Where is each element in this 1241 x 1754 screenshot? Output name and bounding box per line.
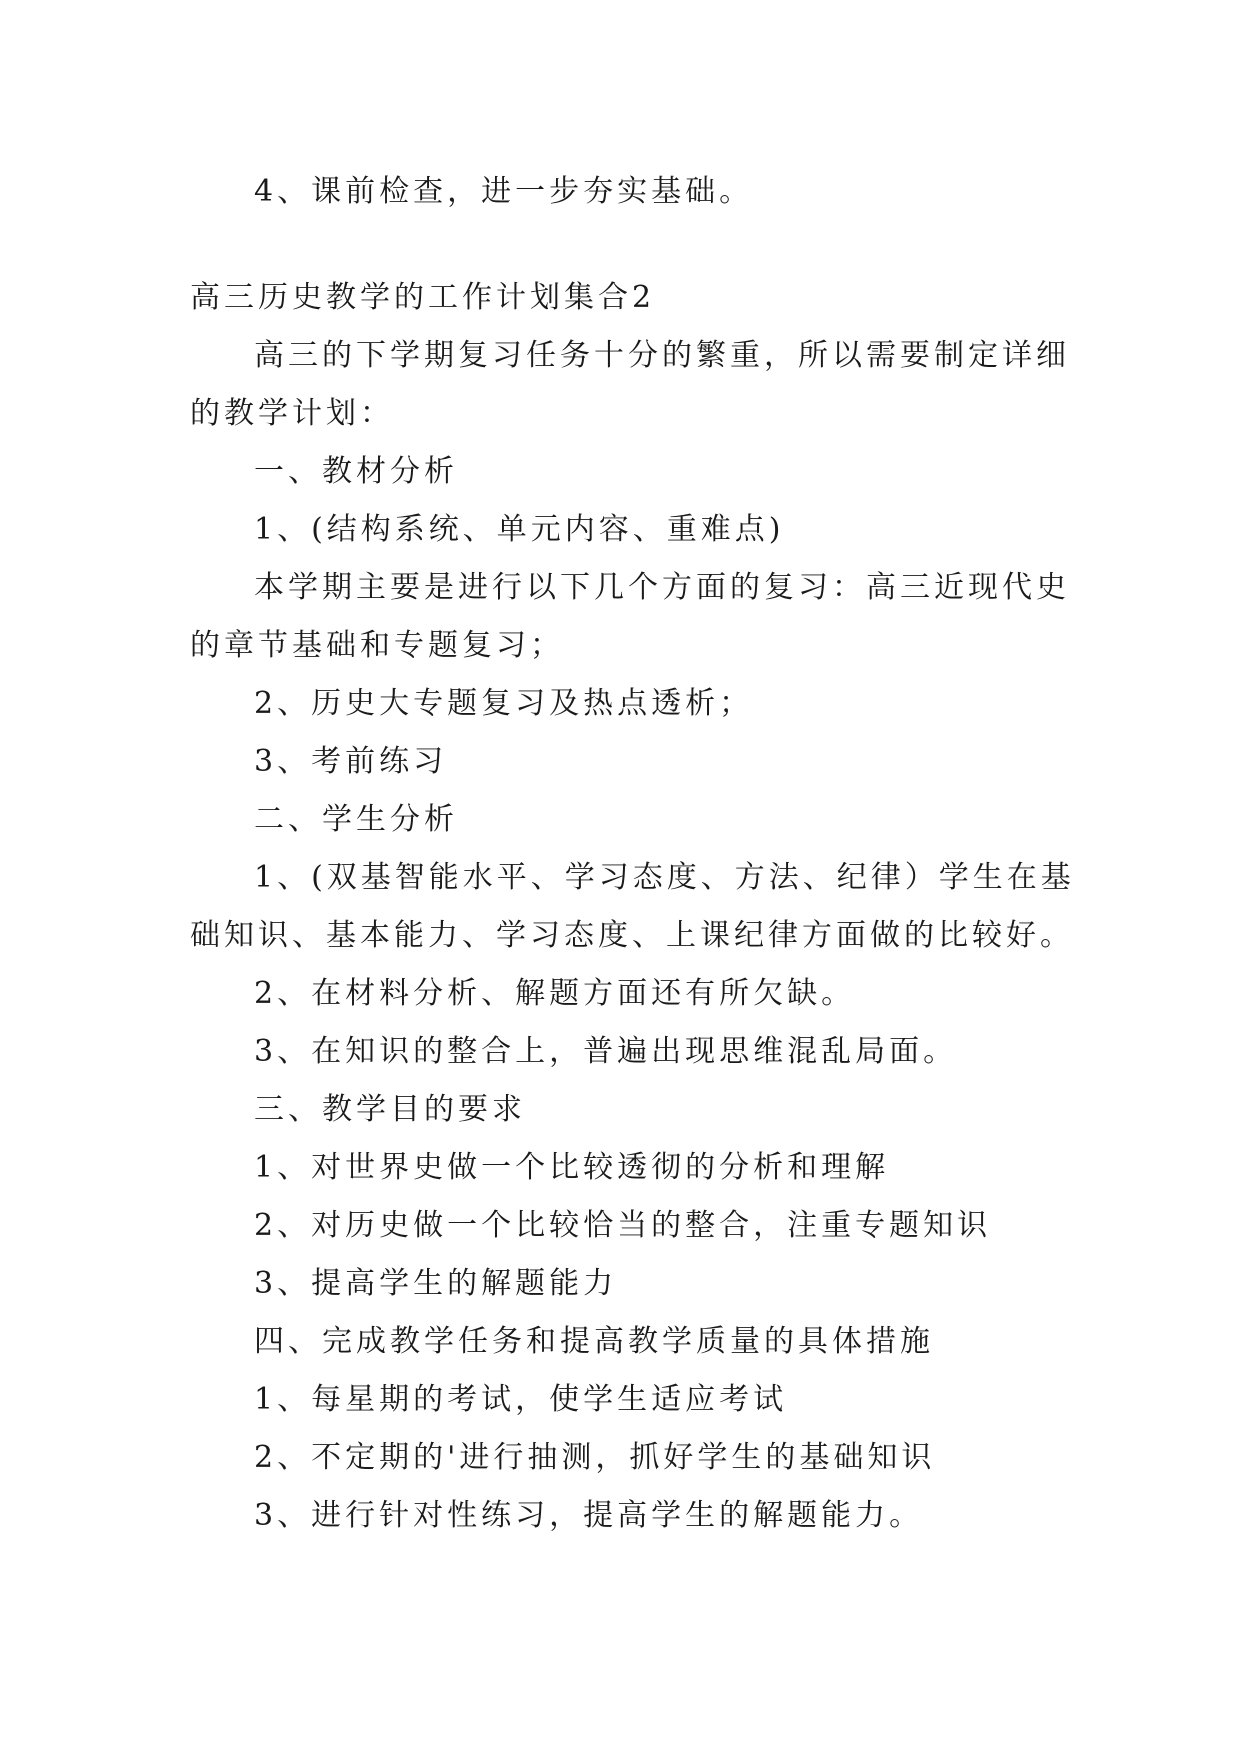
list-item-prev: 4、课前检查，进一步夯实基础。: [254, 174, 754, 209]
heading-textbook-analysis: 一、教材分析: [254, 454, 458, 489]
list-item-line-2: 础知识、基本能力、学习态度、上课纪律方面做的比较好。: [190, 918, 1074, 953]
list-item: 3、提高学生的解题能力: [254, 1266, 618, 1301]
paragraph-line-1: 本学期主要是进行以下几个方面的复习：高三近现代史: [254, 570, 1070, 605]
list-item: 1、对世界史做一个比较透彻的分析和理解: [254, 1150, 890, 1185]
list-item: 3、在知识的整合上，普遍出现思维混乱局面。: [254, 1034, 958, 1069]
list-item: 3、考前练习: [254, 744, 448, 779]
list-item: 2、不定期的'进行抽测，抓好学生的基础知识: [254, 1440, 936, 1475]
heading-measures: 四、完成教学任务和提高教学质量的具体措施: [254, 1324, 934, 1359]
intro-paragraph-line-2: 的教学计划：: [190, 396, 394, 431]
section-title: 高三历史教学的工作计划集合2: [190, 280, 656, 315]
list-item: 1、(结构系统、单元内容、重难点): [254, 512, 785, 547]
list-item: 3、进行针对性练习，提高学生的解题能力。: [254, 1498, 924, 1533]
list-item: 1、每星期的考试，使学生适应考试: [254, 1382, 788, 1417]
list-item: 2、历史大专题复习及热点透析；: [254, 686, 754, 721]
list-item: 2、在材料分析、解题方面还有所欠缺。: [254, 976, 856, 1011]
paragraph-line-2: 的章节基础和专题复习；: [190, 628, 564, 663]
document-body: [190, 163, 1090, 1545]
list-item: 2、对历史做一个比较恰当的整合，注重专题知识: [254, 1208, 992, 1243]
heading-student-analysis: 二、学生分析: [254, 802, 458, 837]
heading-teaching-goals: 三、教学目的要求: [254, 1092, 526, 1127]
intro-paragraph-line-1: 高三的下学期复习任务十分的繁重，所以需要制定详细: [254, 338, 1070, 373]
list-item-line-1: 1、(双基智能水平、学习态度、方法、纪律）学生在基: [254, 860, 1075, 895]
